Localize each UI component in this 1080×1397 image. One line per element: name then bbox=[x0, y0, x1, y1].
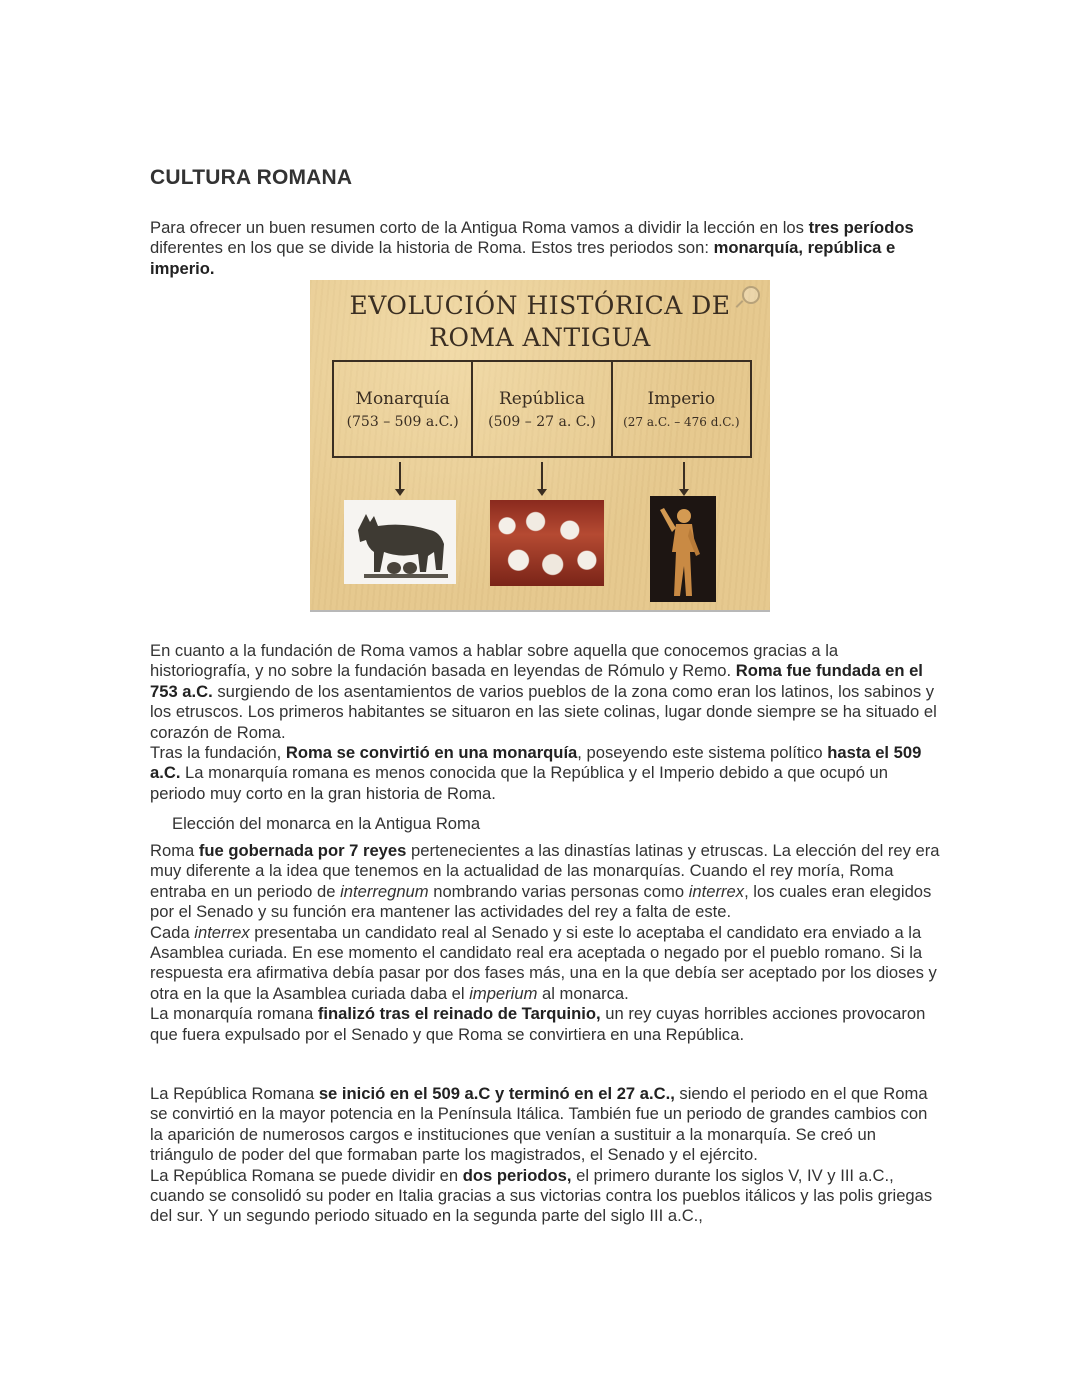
intro-paragraph: Para ofrecer un buen resumen corto de la Antigua Roma vamos a dividir la lección en los tres períodos diferentes en los que se divide la historia de Roma. Estos tres periodos son: monarquía, república e imperio. bbox=[150, 218, 914, 278]
arrow-down-icon bbox=[399, 462, 401, 490]
foundation-paragraph: En cuanto a la fundación de Roma vamos a hablar sobre aquella que conocemos gracias a la historiografía, y no sobre la fundación basada en leyendas de Rómulo y Remo. Roma fue fundada en el 753 a.C. surgiendo de los asentamientos de varios pueblos de la zona como eran los latinos, los sabinos y los etruscos. Los primeros habitantes se situaron en las siete colinas, lugar donde siempre se ha situado el corazón de Roma. Tras la fundación, Roma se convirtió en una monarquía, poseyendo este sistema político hasta el 509 a.C. La monarquía romana es menos conocida que la República y el Imperio debido a que ocupó un periodo muy corto en la gran historia de Roma. bbox=[150, 641, 937, 803]
period-republica: República (509 – 27 a. C.) bbox=[471, 362, 610, 456]
arrow-down-icon bbox=[683, 462, 685, 490]
capitoline-wolf-image bbox=[344, 500, 456, 584]
augustus-statue-image bbox=[650, 496, 716, 602]
election-subtitle: Elección del monarca en la Antigua Roma bbox=[172, 814, 481, 833]
election-paragraph: Roma fue gobernada por 7 reyes pertenecientes a las dinastías latinas y etruscas. La elección del rey era muy diferente a la idea que tenemos en la actualidad de las monarquías. Cuando el rey moría, Roma entraba en un periodo de interregnum nombrando varias personas como interrex, los cuales eran elegidos por el Senado y su función era mantener las actividades del rey a falta de este. Cada interrex presentaba un candidato real al Senado y si este lo aceptaba el candidato era enviado a la Asamblea curiada. En ese momento el candidato real era aceptada o negado por el pueblo romano. Si la respuesta era afirmativa debía pasar por dos fases más, una en la que debía ser aceptado por los dioses y otra en la que la Asamblea curiada daba el imperium al monarca. La monarquía romana finalizó tras el reinado de Tarquinio, un rey cuyas horribles acciones provocaron que fuera expulsado por el Senado y que Roma se convirtiera en una República. bbox=[150, 841, 940, 1044]
zoom-icon[interactable] bbox=[742, 286, 760, 304]
period-imperio: Imperio (27 a.C. – 476 d.C.) bbox=[611, 362, 750, 456]
republic-paragraph: La República Romana se inició en el 509 a.C y terminó en el 27 a.C., siendo el periodo en el que Roma se convirtió en la mayor potencia en la Península Itálica. También fue un periodo de grandes cambios con la aparición de numerosos cargos e instituciones que venían a sustituir a la monarquía. Se creó un triángulo de poder del que formaban parte los magistrados, el Senado y el ejército. La República Romana se puede dividir en dos periodos, el primero durante los siglos V, IV y III a.C., cuando se consolidó su poder en Italia gracias a sus victorias contra los pueblos itálicos y las polis griegas del sur. Y un segundo periodo situado en la segunda parte del siglo III a.C., bbox=[150, 1084, 933, 1226]
arrow-down-icon bbox=[541, 462, 543, 490]
infographic-title: EVOLUCIÓN HISTÓRICA DE ROMA ANTIGUA bbox=[349, 291, 731, 352]
page-title: CULTURA ROMANA bbox=[150, 166, 353, 189]
period-monarquia: Monarquía (753 – 509 a.C.) bbox=[346, 389, 459, 430]
roman-senate-image bbox=[490, 500, 604, 586]
periods-table bbox=[332, 360, 752, 458]
history-infographic bbox=[310, 280, 770, 612]
